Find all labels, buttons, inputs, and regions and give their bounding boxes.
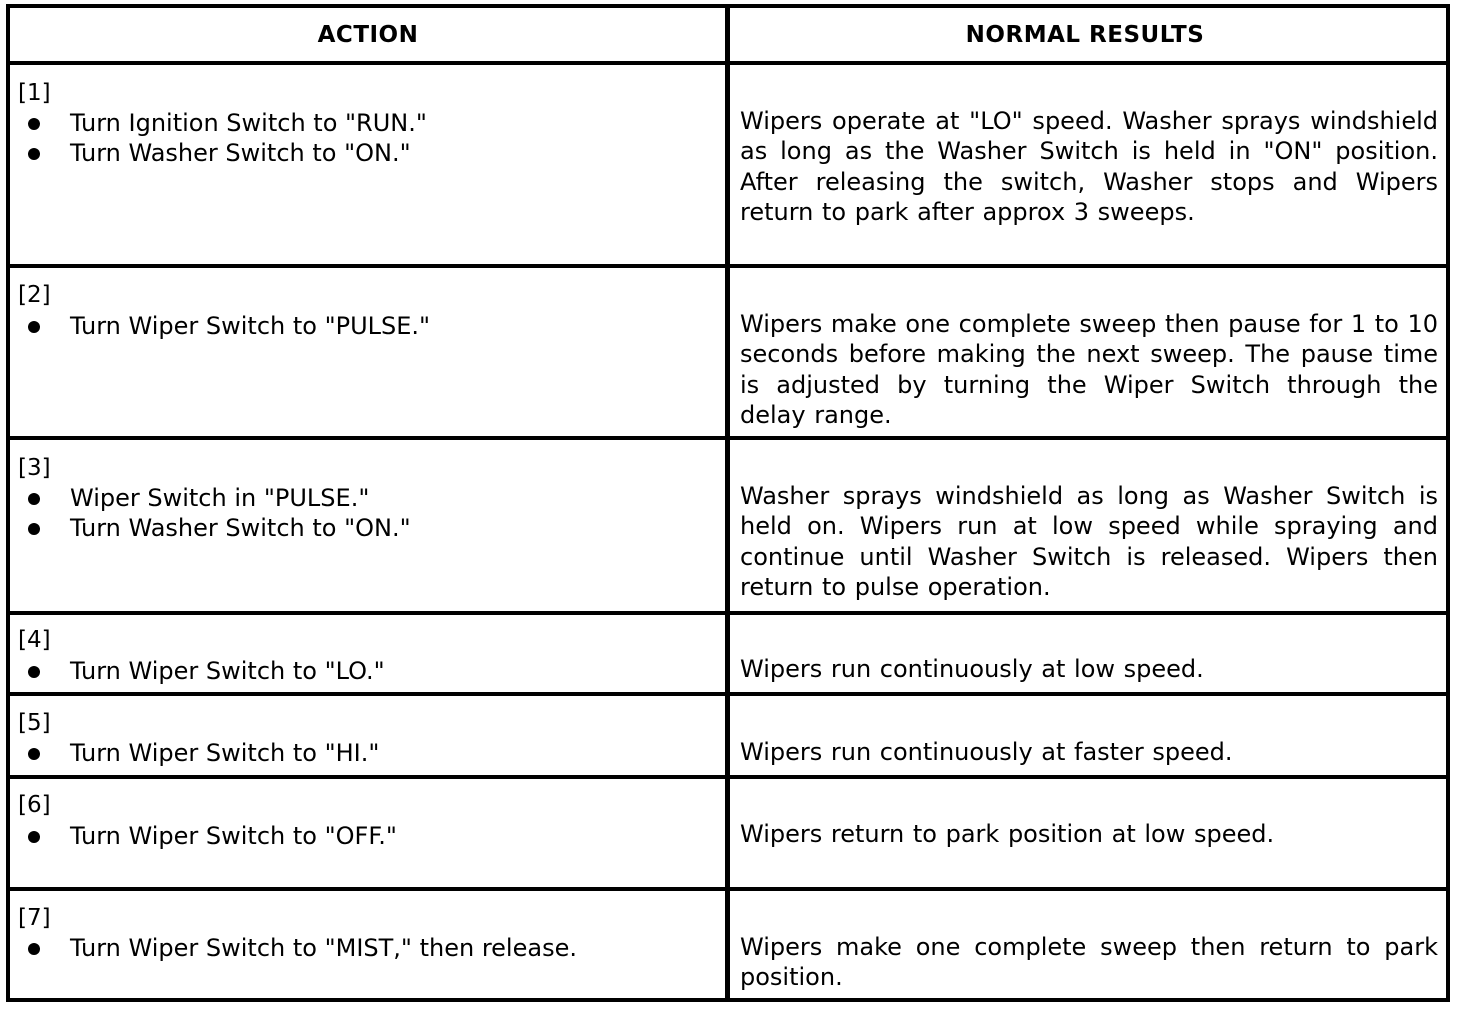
bullet-icon: [28, 748, 40, 760]
header-separator: [6, 61, 1450, 65]
action-text: Turn Wiper Switch to "MIST," then release.: [70, 934, 577, 962]
normal-result: Wipers run continuously at faster speed.: [740, 738, 1233, 766]
bullet-icon: [28, 321, 40, 333]
step-number: [1]: [18, 80, 51, 106]
step-number: [4]: [18, 627, 51, 653]
action-text: Turn Washer Switch to "ON.": [70, 514, 411, 542]
step-number: [5]: [18, 710, 51, 736]
bullet-icon: [28, 523, 40, 535]
column-divider: [725, 4, 730, 1002]
step-number: [6]: [18, 792, 51, 818]
row-separator: [6, 887, 1450, 891]
bullet-icon: [28, 943, 40, 955]
row-separator: [6, 436, 1450, 440]
normal-result: Wipers run continuously at low speed.: [740, 655, 1204, 683]
header-normal-results: NORMAL RESULTS: [965, 22, 1205, 48]
action-text: Turn Wiper Switch to "HI.": [70, 739, 380, 767]
step-number: [3]: [18, 455, 51, 481]
normal-result: Washer sprays windshield as long as Washer Switch is held on. Wipers run at low speed while spraying and continue until Washer Switch is released. Wipers then return to pulse operation.: [740, 482, 1438, 601]
normal-result: Wipers return to park position at low speed.: [740, 820, 1275, 848]
normal-result: Wipers operate at "LO" speed. Washer sprays windshield as long as the Washer Switch is held in "ON" position. After releasing the switch, Washer stops and Wipers return to park after approx 3 sweeps.: [740, 107, 1438, 226]
header-action: ACTION: [317, 22, 419, 48]
normal-result: Wipers make one complete sweep then return to park position.: [740, 933, 1438, 992]
row-separator: [6, 264, 1450, 268]
normal-result: Wipers make one complete sweep then pause for 1 to 10 seconds before making the next sweep. The pause time is adjusted by turning the Wiper Switch through the delay range.: [740, 310, 1439, 429]
bullet-icon: [28, 831, 40, 843]
step-number: [7]: [18, 905, 51, 931]
row-separator: [6, 775, 1450, 779]
action-text: Turn Washer Switch to "ON.": [70, 139, 411, 167]
row-separator: [6, 692, 1450, 696]
action-text: Turn Wiper Switch to "PULSE.": [70, 312, 431, 340]
action-text: Turn Wiper Switch to "LO.": [70, 657, 385, 685]
bullet-icon: [28, 148, 40, 160]
bullet-icon: [28, 118, 40, 130]
bullet-icon: [28, 493, 40, 505]
action-text: Wiper Switch in "PULSE.": [70, 484, 370, 512]
row-separator: [6, 611, 1450, 615]
action-text: Turn Ignition Switch to "RUN.": [70, 109, 427, 137]
bullet-icon: [28, 666, 40, 678]
step-number: [2]: [18, 282, 51, 308]
action-text: Turn Wiper Switch to "OFF.": [70, 822, 397, 850]
